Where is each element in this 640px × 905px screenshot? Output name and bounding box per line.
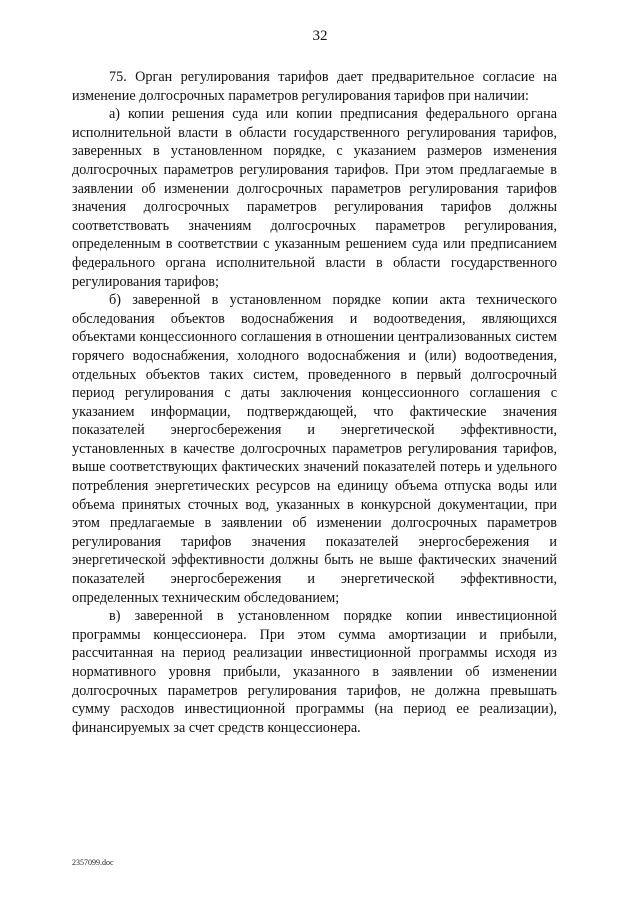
paragraph-item-v: в) заверенной в установленном порядке копии инвестиционной программы концессионера. При этом сумма амортизации и прибыли, рассчитанная на период реализации инвестиционной программы исходя из нормативного уровня прибыли, указанного в заявлении об изменении долгосрочных параметров регулирования тарифов, не должна превышать сумму расходов инвестиционной программы (на период ее реализации), финансируемых за счет средств концессионера. [72, 608, 557, 736]
document-body [72, 68, 557, 737]
paragraph-item-a: а) копии решения суда или копии предписания федерального органа исполнительной власти в области государственного регулирования тарифов, заверенных в установленном порядке, с указанием размеров изменения долгосрочных параметров регулирования тарифов. При этом предлагаемые в заявлении об изменении долгосрочных параметров регулирования тарифов значения долгосрочных параметров регулирования тарифов должны соответствовать значениям долгосрочных параметров регулирования, определенным в соответствии с указанным решением суда или предписанием федерального органа исполнительной власти в области государственного регулирования тарифов; [72, 106, 557, 290]
page-number: 32 [312, 28, 328, 44]
document-file-name: 2357099.doc [72, 858, 114, 867]
paragraph-item-b: б) заверенной в установленном порядке копии акта технического обследования объектов водоснабжения и водоотведения, являющихся объектами концессионного соглашения в отношении централизованных систем горячего водоснабжения, холодного водоснабжения и (или) водоотведения, отдельных объектов таких систем, проведенного в первый долгосрочный период регулирования с даты заключения концессионного соглашения с указанием информации, подтверждающей, что фактические значения показателей энергосбережения и энергетической эффективности, установленных в качестве долгосрочных параметров регулирования тарифов, выше соответствующих фактических значений показателей потерь и удельного потребления энергетических ресурсов на единицу объема отпуска воды или объема принятых сточных вод, указанных в конкурсной документации, при этом предлагаемые в заявлении об изменении долгосрочных параметров регулирования тарифов значения показателей энергосбережения и энергетической эффективности должны быть не выше фактических значений показателей энергосбережения и энергетической эффективности, определенных техническим обследованием; [72, 292, 557, 606]
paragraph-75-intro: 75. Орган регулирования тарифов дает предварительное согласие на изменение долгосрочных параметров регулирования тарифов при наличии: [72, 69, 557, 104]
